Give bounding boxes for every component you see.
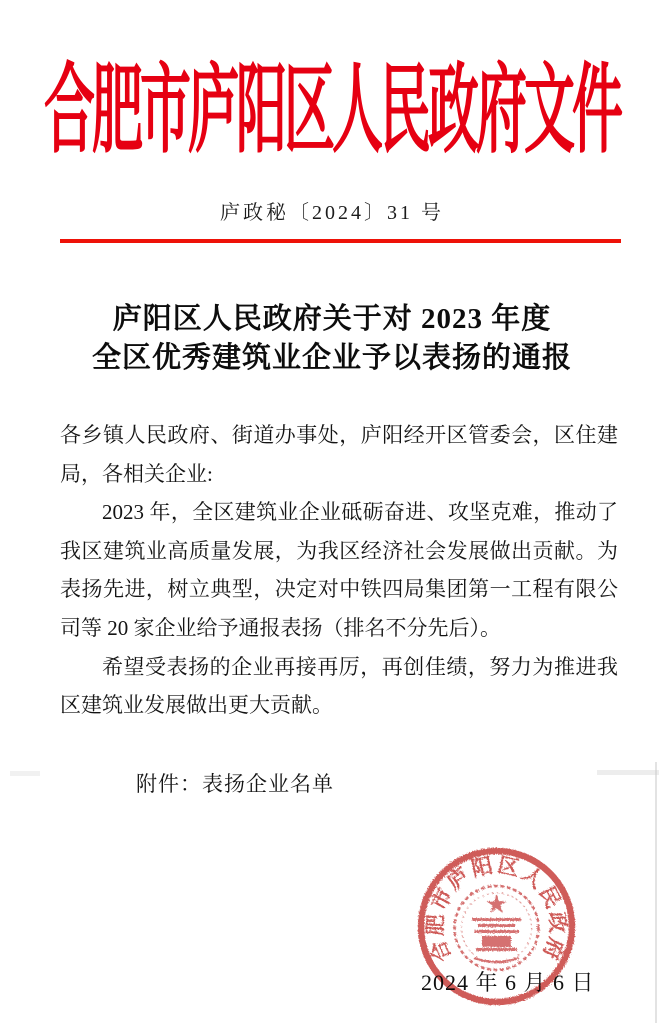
scan-smudge: [10, 771, 40, 776]
official-seal: [414, 844, 579, 1009]
body-paragraph-2: 希望受表扬的企业再接再厉，再创佳绩，努力为推进我区建筑业发展做出更大贡献。: [60, 654, 618, 718]
salutation: 各乡镇人民政府、街道办事处，庐阳经开区管委会，区住建局，各相关企业:: [60, 423, 618, 486]
title-line-2: 全区优秀建筑业企业予以表扬的通报: [91, 342, 572, 374]
red-divider-line: [60, 239, 621, 243]
document-number: 庐政秘〔2024〕31 号: [220, 202, 444, 224]
seal-arc-text: 合肥市庐阳区人民政府: [423, 852, 570, 966]
attachment-note: 附件：表扬企业名单: [136, 772, 334, 796]
seal-national-emblem-icon: [455, 886, 539, 970]
document-body: [60, 416, 618, 725]
document-title: [30, 300, 634, 378]
scan-edge-artifact: [655, 762, 657, 1023]
letterhead-title: 合肥市庐阳区人民政府文件: [43, 58, 620, 167]
scan-smudge: [597, 770, 659, 775]
seal-graphic: [421, 851, 572, 1002]
issue-date: 2024 年 6 月 6 日: [421, 970, 595, 995]
body-paragraph-1: 2023 年，全区建筑业企业砥砺奋进、攻坚克难，推动了我区建筑业高质量发展，为我区经济社会发展做出贡献。为表扬先进，树立典型，决定对中铁四局集团第一工程有限公司等 20 家企业给予通报表扬（排名不分先后）。: [60, 500, 618, 640]
title-line-1: 庐阳区人民政府关于对 2023 年度: [112, 303, 552, 335]
